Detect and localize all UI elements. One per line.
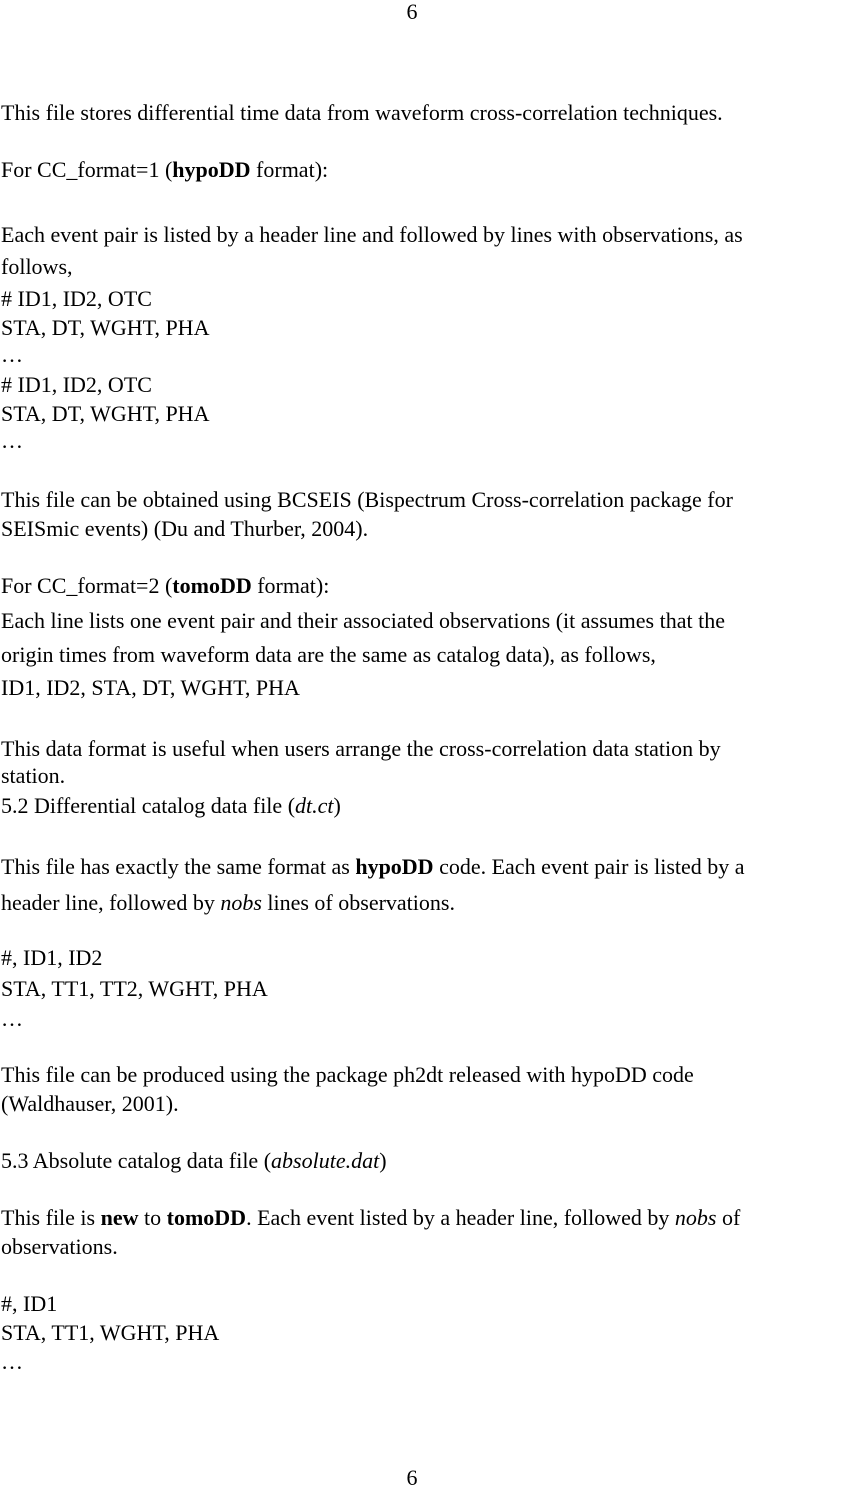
cc1-note: This file can be obtained using BCSEIS (Bispectrum Cross-correlation package for: [1, 487, 733, 512]
section-5-2-format-line: STA, TT1, TT2, WGHT, PHA: [1, 976, 268, 1001]
section-5-2-description: This file has exactly the same format as hypoDD code. Each event pair is listed by a: [1, 854, 745, 879]
page-number-top: 6: [406, 0, 418, 24]
page-number-bottom: 6: [406, 1465, 418, 1490]
cc1-description: Each event pair is listed by a header line and followed by lines with observations, as: [1, 222, 743, 247]
section-5-3-filename: absolute.dat: [271, 1148, 380, 1173]
cc2-heading-bold: tomoDD: [172, 573, 252, 598]
section-5-2-description-cont: header line, followed by nobs lines of observations.: [1, 890, 455, 915]
cc1-format-line: STA, DT, WGHT, PHA: [1, 315, 210, 340]
section-5-2-format-line: #, ID1, ID2: [1, 945, 103, 970]
section-5-3-format-line: …: [1, 1349, 23, 1374]
section-5-3-description: This file is new to tomoDD. Each event listed by a header line, followed by nobs of: [1, 1205, 741, 1230]
cc1-heading: For CC_format=1 (hypoDD format):: [1, 157, 329, 182]
cc1-description-cont: follows,: [1, 254, 73, 279]
section-5-2-heading: 5.2 Differential catalog data file (dt.ct): [1, 793, 341, 818]
section-5-2-note-cont: (Waldhauser, 2001).: [1, 1091, 179, 1116]
cc1-format-line: …: [1, 428, 23, 453]
cc1-format-line: STA, DT, WGHT, PHA: [1, 401, 210, 426]
section-5-2-note: This file can be produced using the package ph2dt released with hypoDD code: [1, 1062, 694, 1087]
section-5-2-format-line: …: [1, 1006, 23, 1031]
cc1-heading-bold: hypoDD: [172, 157, 251, 182]
section-5-3-description-cont: observations.: [1, 1234, 118, 1259]
section-5-3-format-line: #, ID1: [1, 1291, 58, 1316]
section-5-3-heading: 5.3 Absolute catalog data file (absolute.dat): [1, 1148, 387, 1173]
cc2-description: Each line lists one event pair and their associated observations (it assumes that the: [1, 608, 725, 633]
cc2-heading: For CC_format=2 (tomoDD format):: [1, 573, 330, 598]
section-5-3-format-line: STA, TT1, WGHT, PHA: [1, 1320, 220, 1345]
cc2-description-cont: origin times from waveform data are the same as catalog data), as follows,: [1, 642, 656, 667]
cc1-format-line: # ID1, ID2, OTC: [1, 372, 152, 397]
cc1-format-line: …: [1, 342, 23, 367]
cc1-note-cont: SEISmic events) (Du and Thurber, 2004).: [1, 516, 369, 541]
cc2-format-line: ID1, ID2, STA, DT, WGHT, PHA: [1, 675, 300, 700]
intro-text: This file stores differential time data from waveform cross-correlation techniques.: [1, 100, 723, 125]
cc2-note-cont: station.: [1, 763, 66, 788]
cc2-note: This data format is useful when users arrange the cross-correlation data station by: [1, 736, 721, 761]
cc1-format-line: # ID1, ID2, OTC: [1, 286, 152, 311]
section-5-2-filename: dt.ct: [295, 793, 334, 818]
